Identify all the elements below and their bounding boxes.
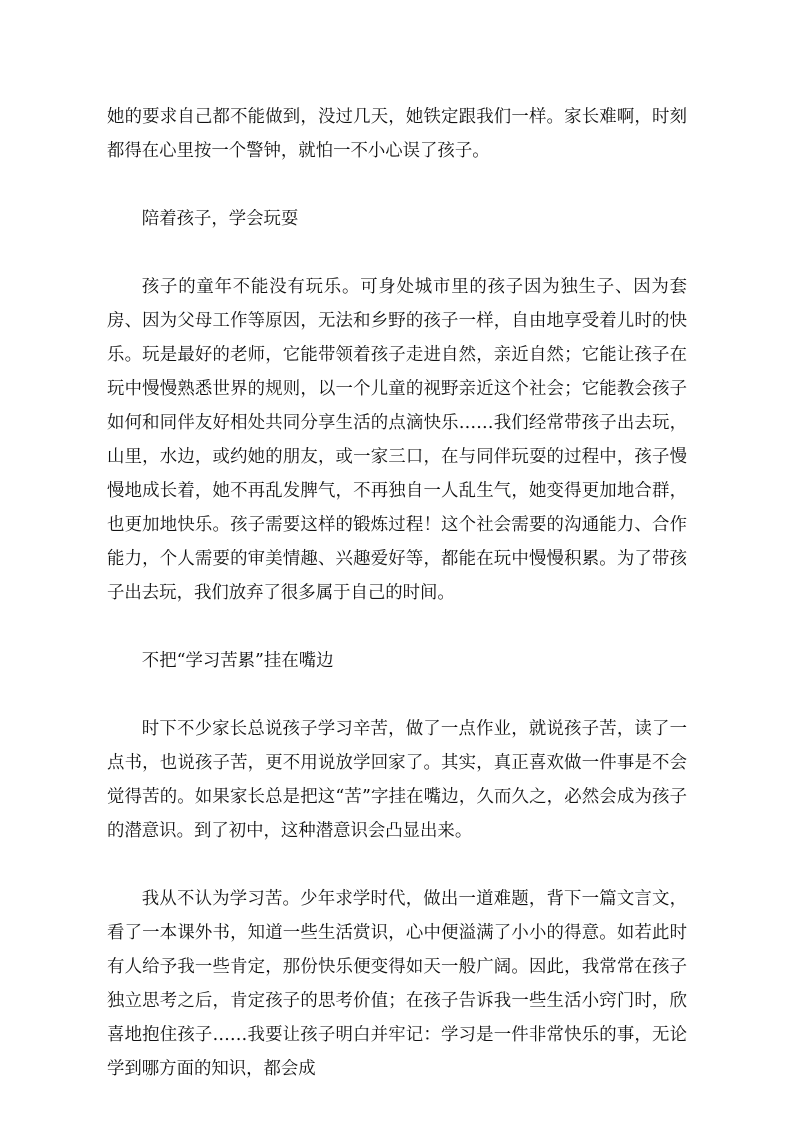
section-heading-study: 不把“学习苦累”挂在嘴边 bbox=[141, 651, 334, 671]
paragraph-gap bbox=[107, 610, 687, 644]
paragraph-gap bbox=[107, 168, 687, 202]
paragraph-gap bbox=[107, 236, 687, 270]
paragraph-3: 时下不少家长总说孩子学习辛苦，做了一点作业，就说孩子苦，读了一点书，也说孩子苦，更不用说放学回家了。其实，真正喜欢做一件事是不会觉得苦的。如果家长总是把这“苦”字挂在嘴边，久而久之，必然会成为孩子的潜意识。到了初中，这种潜意识会凸显出来。 bbox=[107, 719, 687, 841]
paragraph-1: 她的要求自己都不能做到，没过几天，她铁定跟我们一样。家长难啊，时刻都得在心里按一个警钟，就怕一不小心误了孩子。 bbox=[107, 107, 687, 161]
paragraph-gap bbox=[107, 848, 687, 882]
paragraph-gap bbox=[107, 678, 687, 712]
section-heading-play: 陪着孩子，学会玩耍 bbox=[141, 209, 299, 229]
paragraph-4: 我从不认为学习苦。少年求学时代，做出一道难题，背下一篇文言文，看了一本课外书，知道一些生活赏识，心中便溢满了小小的得意。如若此时有人给予我一些肯定，那份快乐便变得如天一般广阔。因此，我常常在孩子独立思考之后，肯定孩子的思考价值；在孩子告诉我一些生活小窍门时，欣喜地抱住孩子……我要让孩子明白并牢记：学习是一件非常快乐的事，无论学到哪方面的知识，都会成 bbox=[107, 889, 687, 1079]
paragraph-2: 孩子的童年不能没有玩乐。可身处城市里的孩子因为独生子、因为套房、因为父母工作等原因，无法和乡野的孩子一样，自由地享受着儿时的快乐。玩是最好的老师，它能带领着孩子走进自然，亲近自然；它能让孩子在玩中慢慢熟悉世界的规则，以一个儿童的视野亲近这个社会；它能教会孩子如何和同伴友好相处共同分享生活的点滴快乐……我们经常带孩子出去玩，山里，水边，或约她的朋友，或一家三口，在与同伴玩耍的过程中，孩子慢慢地成长着，她不再乱发脾气，不再独自一人乱生气，她变得更加地合群，也更加地快乐。孩子需要这样的锻炼过程！这个社会需要的沟通能力、合作能力，个人需要的审美情趣、兴趣爱好等，都能在玩中慢慢积累。为了带孩子出去玩，我们放弃了很多属于自己的时间。 bbox=[107, 277, 687, 603]
document-page bbox=[107, 100, 687, 1086]
